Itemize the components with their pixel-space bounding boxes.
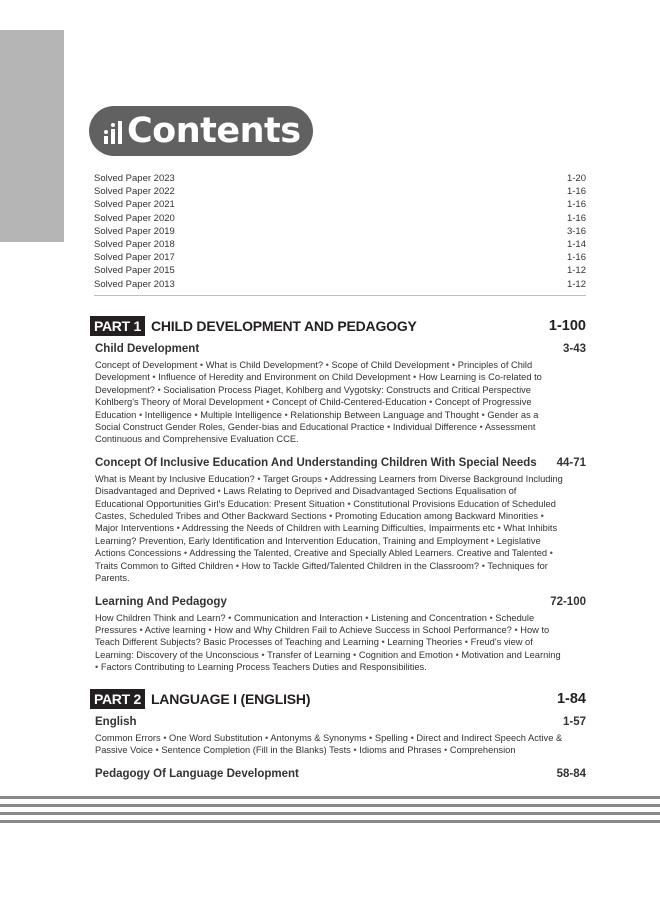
chapter-title: Learning And Pedagogy [95, 595, 227, 608]
chapter-range: 3-43 [562, 343, 586, 355]
paper-pages: 1-16 [566, 252, 586, 264]
topic: Concept of Development • [95, 360, 203, 370]
list-item [94, 185, 586, 198]
paper-pages: 1-16 [566, 212, 586, 224]
decor-stripe [0, 812, 660, 815]
decor-stripe [0, 820, 660, 823]
chapter-title: Concept Of Inclusive Education And Understanding Children With Special Needs [95, 456, 537, 469]
solved-papers-list [94, 172, 586, 291]
paper-label: Solved Paper 2013 [94, 278, 175, 290]
topic: What is Child Development? • [206, 360, 329, 370]
part-page-range: 1-100 [548, 318, 586, 334]
topic: Addressing the Talented, Creative and Specially Abled Learners. Creative and Talented • [189, 548, 553, 558]
topic: Schedule Pressures • [95, 613, 534, 635]
topic: Major Interventions • [95, 523, 180, 533]
list-item [94, 225, 586, 238]
paper-pages: 1-12 [566, 278, 586, 290]
topic: Listening and Concentration • [371, 613, 493, 623]
topic: How to Teach Different Subjects? Basic Processes of Teaching and Learning • [95, 625, 549, 647]
chapter-language-pedagogy [95, 766, 586, 782]
bar-chart-icon [103, 118, 123, 144]
topic: Scope of Child Development • [332, 360, 456, 370]
topic: Assessment Continuous and Comprehensive Evaluation CCE. [95, 422, 536, 445]
topic: Constitutional Provisions Education of Scheduled Castes, Scheduled Tribes and Other Backward Sections • [95, 499, 556, 521]
part-page-range: 1-84 [556, 691, 586, 707]
decor-stripe [0, 796, 660, 799]
part-badge: PART 1 [90, 316, 145, 336]
topic: Individual Difference • [393, 422, 483, 432]
topic: Communication and Interaction • [234, 613, 369, 623]
paper-label: Solved Paper 2021 [94, 199, 175, 211]
topic: Common Errors • [95, 733, 166, 743]
list-item [94, 172, 586, 185]
page-title: Contents [127, 111, 301, 151]
topic: Learning Theories • [387, 637, 468, 647]
paper-pages: 3-16 [566, 225, 586, 237]
part-badge: PART 2 [90, 689, 145, 709]
chapter-inclusive-education [95, 455, 586, 585]
topic: How and Why Children Fail to Achieve Success in School Performance? • [214, 625, 518, 635]
paper-label: Solved Paper 2022 [94, 186, 175, 198]
decor-stripe [0, 804, 660, 807]
topic: Techniques for Parents. [95, 560, 548, 584]
topic: Freud's view of Learning: Discovery of the Unconscious • [95, 637, 533, 659]
part-2-section [90, 688, 586, 782]
topic: How to Tackle Gifted/Talented Children in the Classroom? • [242, 561, 485, 571]
part-title: LANGUAGE I (ENGLISH) [150, 691, 311, 707]
chapter-topics [95, 732, 564, 757]
topic: Target Groups • [263, 474, 328, 484]
divider [94, 295, 586, 296]
topic: Antonyms & Synonyms • [270, 733, 372, 743]
paper-label: Solved Paper 2020 [94, 212, 175, 224]
chapter-topics [95, 612, 564, 674]
topic: One Word Substitution • [169, 733, 268, 743]
topic: Transfer of Learning • [267, 650, 356, 660]
topic: Motivation and Learning • [95, 650, 561, 672]
topic: Addressing the Needs of Children with Learning Difficulties, Impairments etc • [182, 523, 501, 533]
chapter-range: 58-84 [556, 767, 586, 780]
paper-pages: 1-16 [566, 199, 586, 211]
chapter-title: Child Development [95, 343, 200, 355]
paper-label: Solved Paper 2015 [94, 265, 175, 277]
topic: Legislative Actions Concessions • [95, 536, 541, 558]
chapter-topics [95, 473, 564, 585]
topic: Principles of Child Development • [95, 360, 532, 382]
chapter-english [95, 714, 586, 757]
contents-title-banner [89, 106, 313, 156]
list-item [94, 212, 586, 225]
chapter-child-development [95, 341, 586, 446]
topic: Cognition and Emotion • [359, 650, 459, 660]
topic: Influence of Heredity and Environment on Child Development • [158, 372, 416, 382]
topic: Socialisation Process Piaget, Kohlberg and Vygotsky: Constructs and Critical Perspective Kohlberg's Theory of Moral Development • [95, 385, 531, 407]
paper-label: Solved Paper 2023 [94, 173, 175, 184]
paper-pages: 1-14 [566, 239, 586, 251]
list-item [94, 238, 586, 251]
topic: What Inhibits Learning? Prevention, Early Identification and Intervention Education, Training and Employment • [95, 523, 557, 545]
chapter-topics [95, 359, 564, 446]
topic: Laws Relating to Deprived and Disadvantaged Sections Equalisation of Educational Opportunities Girl's Education: Present Situation • [95, 486, 516, 508]
topic: Addressing Learners from Diverse Background Including Disadvantaged and Deprived • [95, 474, 563, 496]
topic: Concept of Progressive Education • [95, 397, 532, 419]
list-item [94, 278, 586, 291]
paper-label: Solved Paper 2017 [94, 252, 175, 264]
paper-label: Solved Paper 2018 [94, 239, 175, 251]
paper-label: Solved Paper 2019 [94, 225, 175, 237]
part-heading [90, 688, 586, 710]
part-1-section [90, 315, 586, 674]
topic: Direct and Indirect Speech Active & Passive Voice • [95, 733, 562, 755]
chapter-range: 44-71 [556, 456, 586, 469]
topic: Active learning • [145, 625, 212, 635]
paper-pages: 1-16 [566, 186, 586, 198]
topic: Relationship Between Language and Thought • [290, 410, 484, 420]
topic: How Children Think and Learn? • [95, 613, 231, 623]
topic: Intelligence • [145, 410, 198, 420]
topic: Gender as a Social Construct Gender Roles, Gender-bias and Educational Practice • [95, 410, 538, 432]
topic: Promoting Education among Backward Minorities • [335, 511, 544, 521]
topic: How Learning is Co-related to Development? • [95, 372, 542, 394]
topic: Factors Contributing to Learning Process Teachers Duties and Responsibilities. [100, 662, 427, 673]
topic: Spelling • [375, 733, 414, 743]
part-title: CHILD DEVELOPMENT AND PEDAGOGY [150, 318, 417, 334]
part-heading [90, 315, 586, 337]
chapter-range: 72-100 [550, 595, 586, 608]
topic: What is Meant by Inclusive Education? • [95, 474, 261, 484]
chapter-range: 1-57 [562, 716, 586, 728]
topic: Sentence Completion (Fill in the Blanks) Tests • [161, 745, 356, 755]
paper-pages: 1-12 [566, 265, 586, 277]
topic: Concept of Child-Centered-Education • [272, 397, 432, 407]
list-item [94, 264, 586, 277]
side-decor-bar [0, 30, 64, 242]
chapter-title: Pedagogy Of Language Development [95, 767, 299, 780]
list-item [94, 198, 586, 211]
topic: Comprehension [449, 745, 516, 756]
topic: Traits Common to Gifted Children • [95, 561, 239, 571]
topic: Multiple Intelligence • [200, 410, 288, 420]
chapter-learning-pedagogy [95, 594, 586, 674]
list-item [94, 251, 586, 264]
topic: Idioms and Phrases • [359, 745, 447, 755]
paper-pages: 1-20 [566, 173, 586, 184]
chapter-title: English [95, 716, 137, 728]
